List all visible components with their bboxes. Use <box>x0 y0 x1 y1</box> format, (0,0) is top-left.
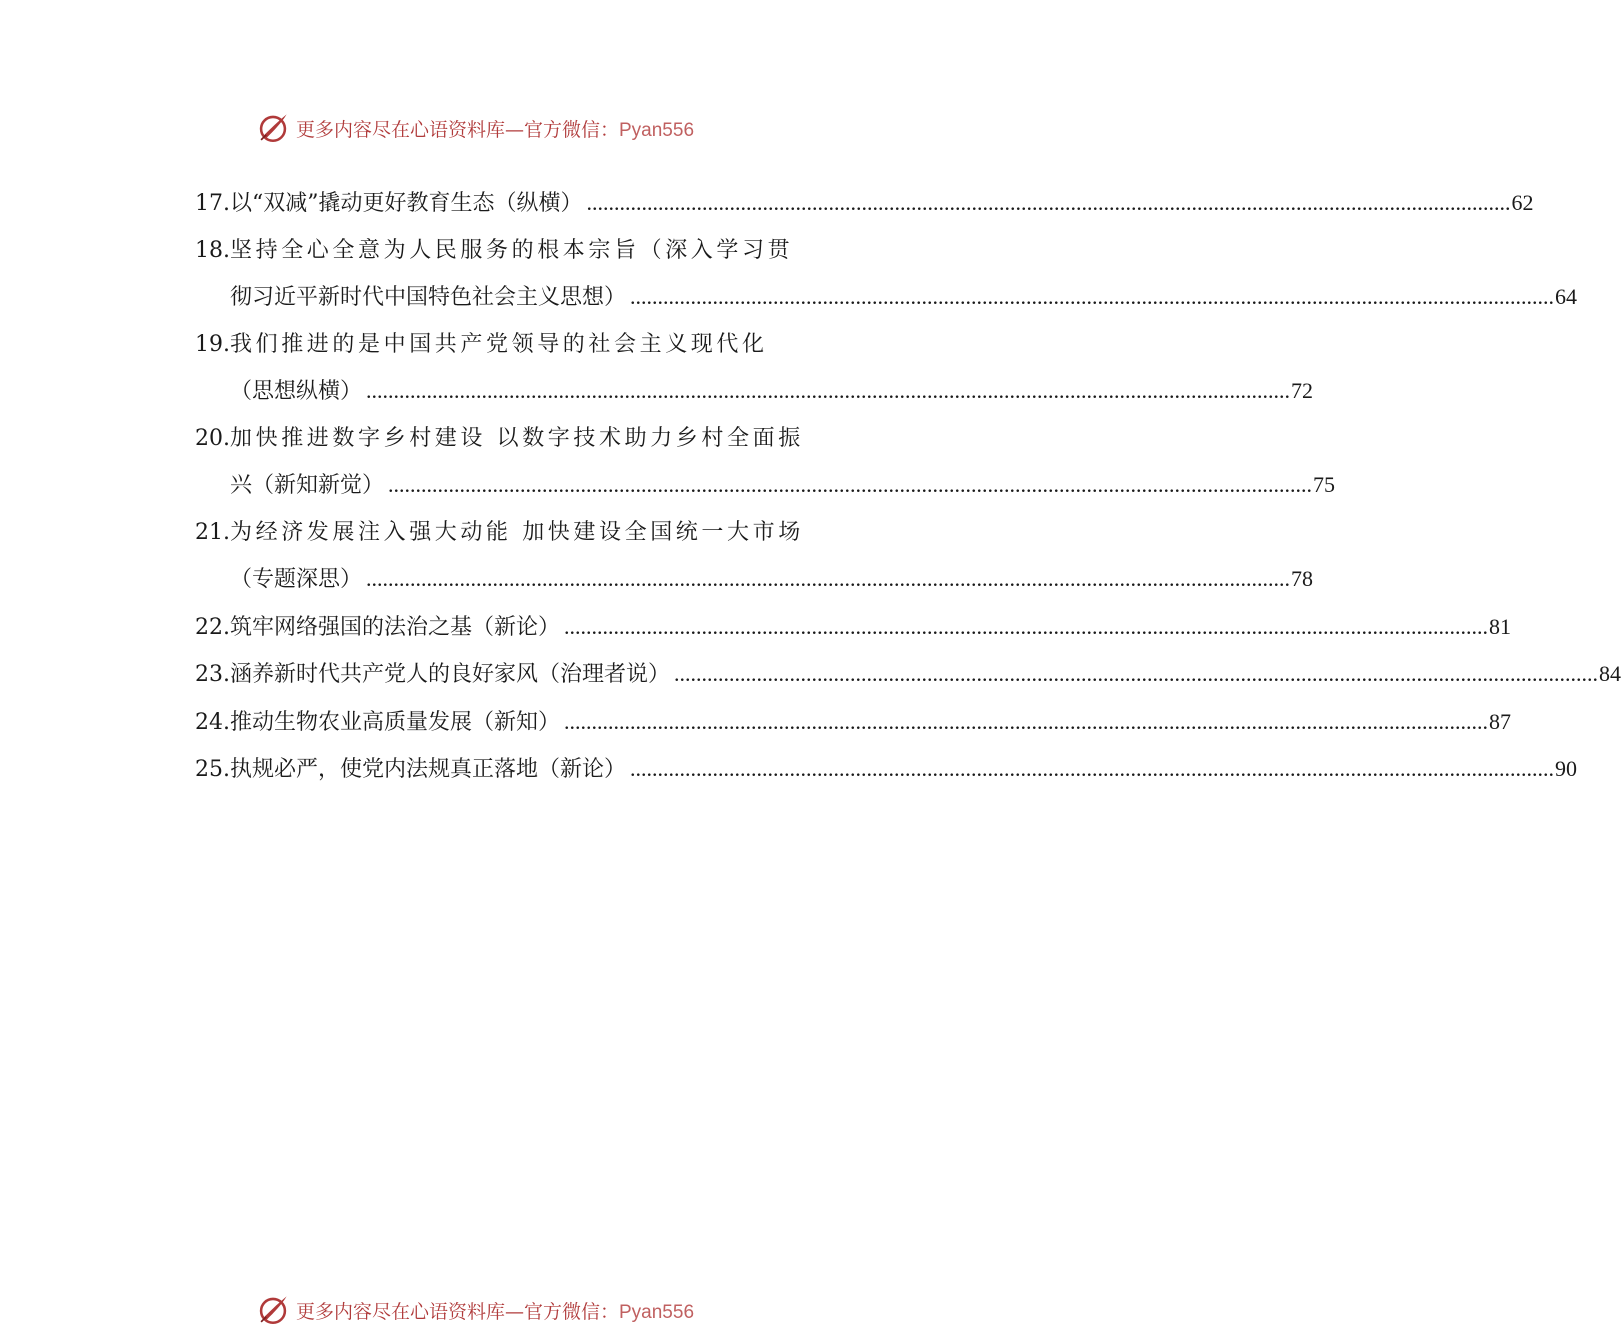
toc-leader-dots <box>630 274 1554 321</box>
toc-leader-dots <box>630 746 1554 793</box>
toc-leader-dots <box>587 180 1511 227</box>
toc-entry-19[interactable] <box>195 322 1314 416</box>
header-wechat-id: Pyan556 <box>619 119 695 141</box>
toc-title-continued: 彻习近平新时代中国特色社会主义思想） <box>230 285 627 310</box>
toc-leader-dots <box>674 651 1598 698</box>
toc-entry-21[interactable] <box>195 510 1314 604</box>
toc-page-number: 81 <box>1489 613 1512 639</box>
toc-page-number: 87 <box>1489 708 1512 734</box>
toc-number: 25. <box>195 757 230 782</box>
header-banner <box>0 108 950 148</box>
table-of-contents <box>195 180 1621 794</box>
toc-entry-25[interactable] <box>195 746 1578 794</box>
toc-page-number: 62 <box>1511 190 1534 215</box>
toc-entry-18[interactable] <box>195 228 1578 322</box>
quill-pen-logo-icon <box>256 111 290 145</box>
toc-title-continued: （专题深思） <box>230 567 363 592</box>
toc-entry-22[interactable] <box>195 604 1512 652</box>
toc-page-number: 90 <box>1555 756 1578 781</box>
toc-title: 执规必严，使党内法规真正落地（新论） <box>230 757 627 782</box>
toc-number: 17. <box>195 191 230 216</box>
toc-number: 22. <box>195 614 230 640</box>
toc-page-number: 84 <box>1599 661 1621 686</box>
toc-number: 23. <box>195 662 230 687</box>
toc-title: 筑牢网络强国的法治之基（新论） <box>230 614 561 640</box>
header-text <box>296 115 694 142</box>
footer-wechat-id: Pyan556 <box>619 1301 695 1323</box>
header-text-cn: 更多内容尽在心语资料库—官方微信： <box>295 118 619 141</box>
toc-leader-dots <box>366 368 1290 415</box>
toc-entry-23[interactable] <box>195 651 1621 699</box>
toc-title: 涵养新时代共产党人的良好家风（治理者说） <box>230 662 671 687</box>
toc-leader-dots <box>564 699 1488 746</box>
footer-banner <box>0 1290 950 1330</box>
toc-number: 19. <box>195 331 230 357</box>
toc-number: 21. <box>195 519 230 545</box>
toc-number: 24. <box>195 709 230 735</box>
toc-title-continued: 兴（新知新觉） <box>230 473 385 498</box>
toc-number: 18. <box>195 237 230 263</box>
toc-entry-17[interactable] <box>195 180 1534 228</box>
footer-text <box>296 1297 694 1324</box>
footer-text-cn: 更多内容尽在心语资料库—官方微信： <box>295 1300 619 1323</box>
toc-page-number: 78 <box>1291 566 1314 591</box>
toc-leader-dots <box>564 604 1488 651</box>
toc-title-continued: （思想纵横） <box>230 379 363 404</box>
toc-entry-24[interactable] <box>195 699 1512 747</box>
toc-page-number: 72 <box>1291 378 1314 403</box>
quill-pen-logo-icon <box>256 1293 290 1327</box>
toc-number: 20. <box>195 425 230 451</box>
toc-page-number: 75 <box>1313 472 1336 497</box>
toc-title: 以“双减”撬动更好教育生态（纵横） <box>230 191 583 216</box>
toc-leader-dots <box>366 556 1290 603</box>
toc-title: 我们推进的是中国共产党领导的社会主义现代化 <box>230 331 768 357</box>
toc-entry-20[interactable] <box>195 416 1336 510</box>
toc-title: 加快推进数字乡村建设 以数字技术助力乡村全面振 <box>230 425 804 451</box>
toc-title: 为经济发展注入强大动能 加快建设全国统一大市场 <box>230 519 804 545</box>
toc-page-number: 64 <box>1555 284 1578 309</box>
toc-title: 坚持全心全意为人民服务的根本宗旨（深入学习贯 <box>230 237 794 263</box>
toc-leader-dots <box>388 462 1312 509</box>
toc-title: 推动生物农业高质量发展（新知） <box>230 709 561 735</box>
